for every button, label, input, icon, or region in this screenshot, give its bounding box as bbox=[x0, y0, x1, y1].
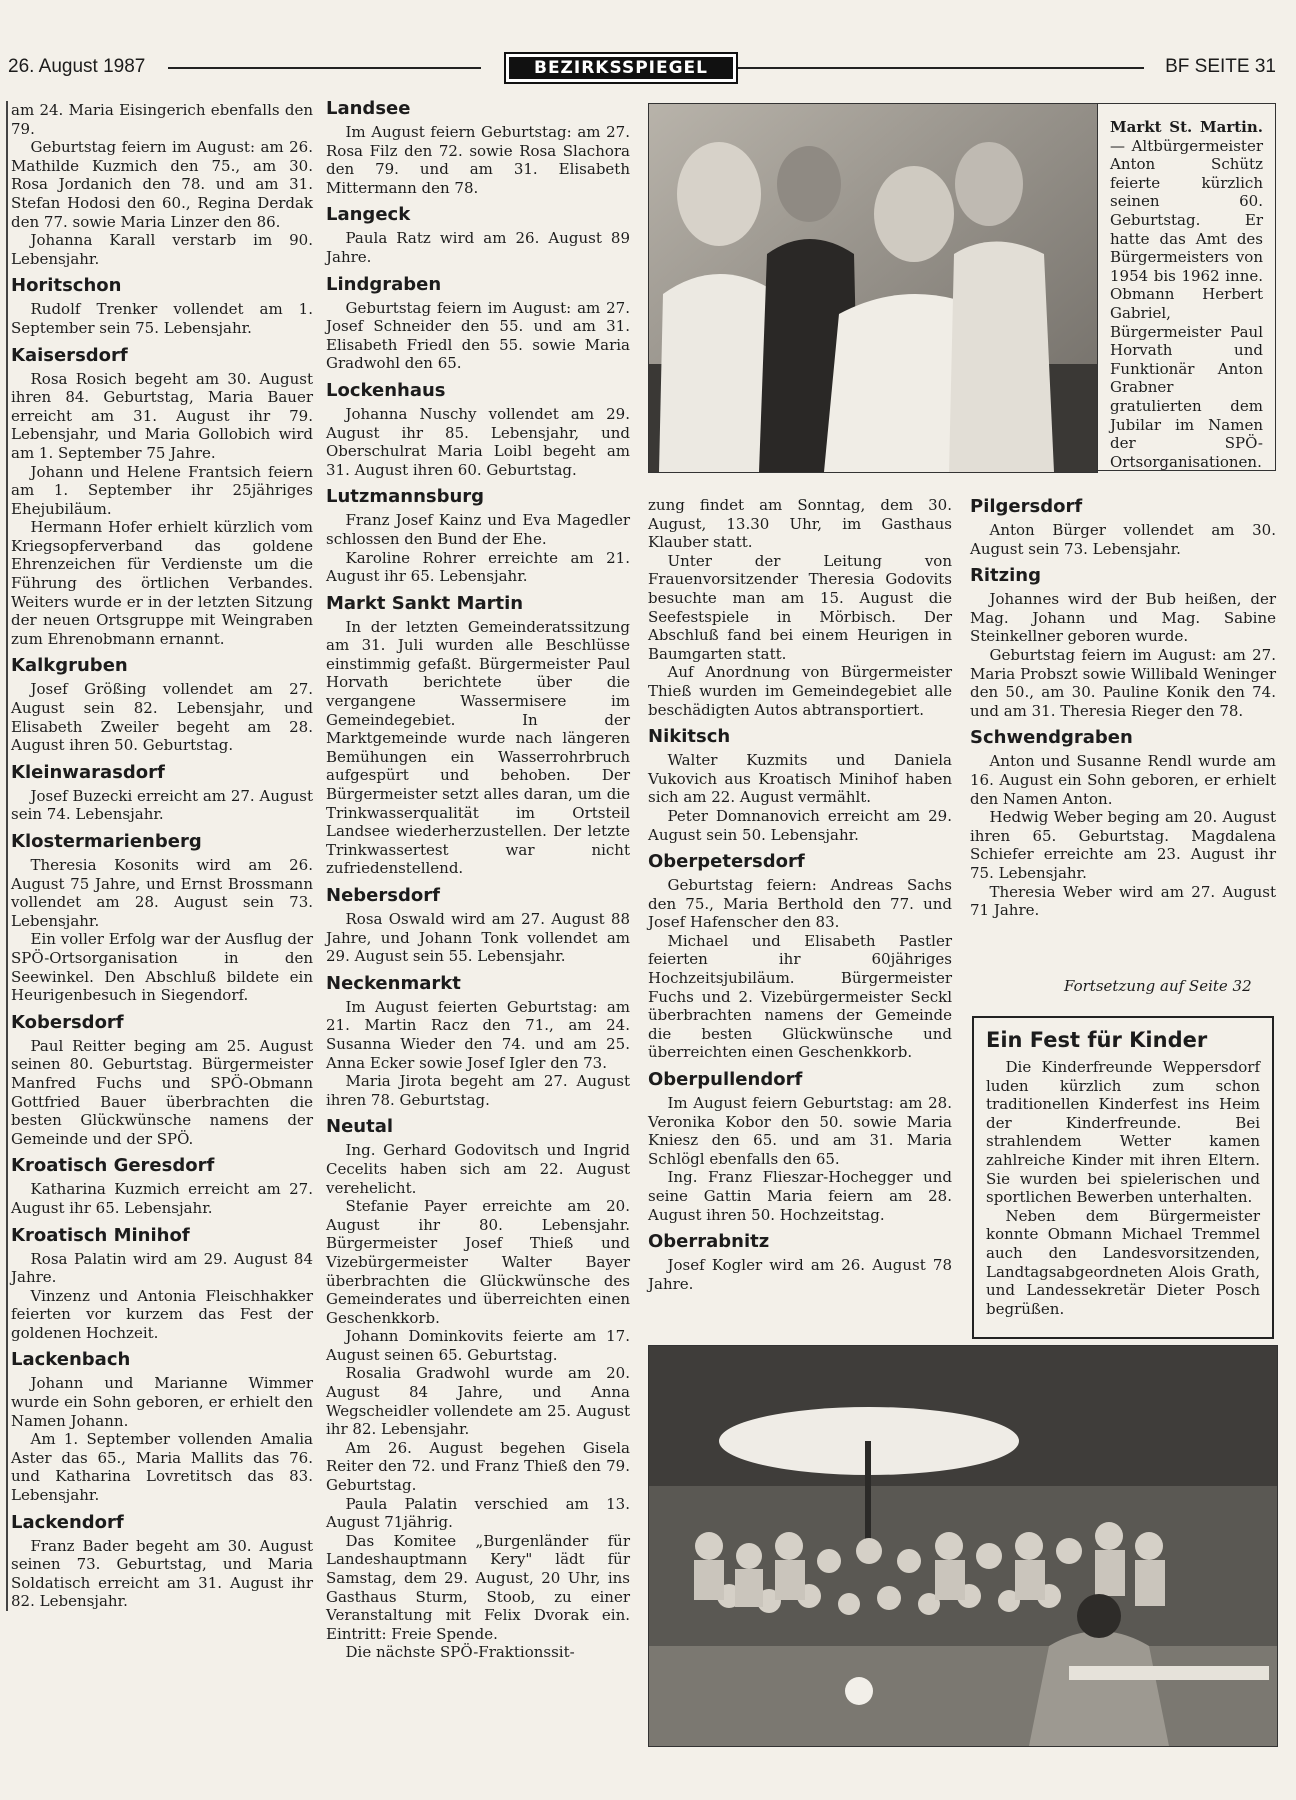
column-4 bbox=[970, 496, 1276, 920]
article-paragraph: Katharina Kuzmich erreicht am 27. August ihr 65. Lebensjahr. bbox=[11, 1180, 313, 1217]
article-paragraph: Vinzenz und Antonia Fleischhakker feierten vor kurzem das Fest der goldenen Hochzeit. bbox=[11, 1286, 313, 1342]
section-title-kaisersdorf: Kaisersdorf bbox=[11, 344, 128, 366]
article-paragraph: In der letzten Gemeinderatssitzung am 31. Juli wurden alle Beschlüsse einstimmig gefaßt. Bürgermeister Paul Horvath berichtete über die vergangene Wassermisere im Gemeindegebiet. In der Marktgemeinde wurde nach längeren Bemühungen ein Wasserrohrbruch aufgespürt und behoben. Der Bürgermeister setzt alles daran, um die Trinkwasserqualität im Ortsteil Landsee wiederherzustellen. Der letzte Trinkwassertest war nicht zufriedenstellend. bbox=[326, 617, 630, 878]
section-title-nikitsch: Nikitsch bbox=[648, 726, 731, 748]
section-title-lackenbach: Lackenbach bbox=[11, 1349, 131, 1371]
fest-title: Ein Fest für Kinder bbox=[986, 1028, 1208, 1052]
article-paragraph: Walter Kuzmits und Daniela Vukovich aus Kroatisch Minihof haben sich am 22. August vermählt. bbox=[648, 751, 952, 807]
section-title-kroatischminihof: Kroatisch Minihof bbox=[11, 1224, 190, 1246]
article-paragraph: Theresia Weber wird am 27. August 71 Jahre. bbox=[970, 882, 1276, 920]
article-paragraph: Johann und Helene Frantsich feiern am 1. September ihr 25jähriges Ehejubiläum. bbox=[11, 462, 313, 518]
column-1 bbox=[6, 101, 313, 1611]
article-paragraph: Ing. Franz Flieszar-Hochegger und seine Gattin Maria feiern am 28. August ihren 50. Hochzeitstag. bbox=[648, 1168, 952, 1224]
section-title-kobersdorf: Kobersdorf bbox=[11, 1011, 124, 1033]
article-paragraph: Josef Buzecki erreicht am 27. August sein 74. Lebensjahr. bbox=[11, 786, 313, 824]
article-paragraph: Rudolf Trenker vollendet am 1. September sein 75. Lebensjahr. bbox=[11, 300, 313, 337]
section-title-marktsanktmartin: Markt Sankt Martin bbox=[326, 592, 524, 614]
article-paragraph: Rosa Rosich begeht am 30. August ihren 84. Geburtstag, Maria Bauer erreicht am 31. August ihr 79. Lebensjahr, und Maria Gollobich wird am 1. September 75 Jahre. bbox=[11, 369, 313, 462]
article-paragraph: Geburtstag feiern im August: am 26. Mathilde Kuzmich den 75., am 30. Rosa Jordanich den 78. und am 31. Stefan Hodosi den 60., Regina Derdak den 77. sowie Maria Linzer den 86. bbox=[11, 138, 313, 231]
article-paragraph: Rosalia Gradwohl wurde am 20. August 84 Jahre, und Anna Wegscheidler vollendete am 25. August ihr 82. Lebensjahr. bbox=[326, 1364, 630, 1439]
page-number: BF SEITE 31 bbox=[1165, 56, 1276, 77]
section-title-ritzing: Ritzing bbox=[970, 565, 1041, 587]
article-paragraph: Michael und Elisabeth Pastler feierten ihr 60jähriges Hochzeitsjubiläum. Bürgermeister Fuchs und 2. Vizebürgermeister Seckl überbrachten namens der Gemeinde die besten Glückwünsche und überreichten einen Geschenkkorb. bbox=[648, 931, 952, 1062]
section-title-oberpullendorf: Oberpullendorf bbox=[648, 1069, 803, 1091]
caption-text: — Altbürgermeister Anton Schütz feierte kürzlich seinen 60. Geburtstag. Er hatte das Amt des Bürgermeisters von 1954 bis 1962 inne. Obmann Herbert Gabriel, Bürgermeister Paul Horvath und Funktionär Anton Grabner gratulierten dem Jubilar im Namen der SPÖ-Ortsorganisationen. bbox=[1110, 136, 1263, 471]
article-paragraph: Geburtstag feiern im August: am 27. Maria Probszt sowie Willibald Weninger den 50., am 30. Pauline Konik den 74. und am 31. Theresia Rieger den 78. bbox=[970, 645, 1276, 720]
section-title-oberpetersdorf: Oberpetersdorf bbox=[648, 851, 805, 873]
article-paragraph: Anton und Susanne Rendl wurde am 16. August ein Sohn geboren, er erhielt den Namen Anton. bbox=[970, 752, 1276, 808]
section-title-lindgraben: Lindgraben bbox=[326, 273, 442, 295]
article-paragraph: Im August feierten Geburtstag: am 21. Martin Racz den 71., am 24. Susanna Wieder den 74. und am 25. Anna Ecker sowie Josef Igler den 73. bbox=[326, 997, 630, 1072]
article-paragraph: Paula Palatin verschied am 13. August 71jährig. bbox=[326, 1494, 630, 1532]
column-2 bbox=[326, 98, 630, 1662]
article-paragraph: Ing. Gerhard Godovitsch und Ingrid Cecelits haben sich am 22. August verehelicht. bbox=[326, 1141, 630, 1197]
article-paragraph: Johanna Nuschy vollendet am 29. August ihr 85. Lebensjahr, und Oberschulrat Maria Loibl begeht am 31. August ihren 60. Geburtstag. bbox=[326, 404, 630, 479]
article-paragraph: Am 26. August begehen Gisela Reiter den 72. und Franz Thieß den 79. Geburtstag. bbox=[326, 1438, 630, 1495]
article-paragraph: Anton Bürger vollendet am 30. August sein 73. Lebensjahr. bbox=[970, 521, 1276, 558]
section-title-klostermarienberg: Klostermarienberg bbox=[11, 831, 202, 852]
section-title-lutzmannsburg: Lutzmannsburg bbox=[326, 486, 485, 508]
article-paragraph: Im August feiern Geburtstag: am 28. Veronika Kobor den 50. sowie Maria Kniesz den 65. und am 31. Maria Schlögl ebenfalls den 65. bbox=[648, 1094, 952, 1168]
article-paragraph: Am 1. September vollenden Amalia Aster das 65., Maria Mallits das 76. und Katharina Lovretitsch das 83. Lebensjahr. bbox=[11, 1430, 313, 1505]
article-paragraph: Maria Jirota begeht am 27. August ihren 78. Geburtstag. bbox=[326, 1072, 630, 1109]
section-title-neutal: Neutal bbox=[326, 1116, 394, 1138]
section-title-oberrabnitz: Oberrabnitz bbox=[648, 1231, 770, 1253]
article-paragraph: Auf Anordnung von Bürgermeister Thieß wurden im Gemeindegebiet alle beschädigten Autos abtransportiert. bbox=[648, 663, 952, 719]
column-3 bbox=[648, 496, 952, 1293]
fest-paragraph: Die Kinderfreunde Weppersdorf luden kürzlich zum schon traditionellen Kinderfest ins Heim der Kinderfreunde. Bei strahlendem Wetter kamen zahlreiche Kinder mit ihren Eltern. Sie wurden bei spielerischen und sportlichen Bewerben unterhalten. bbox=[986, 1058, 1260, 1207]
article-paragraph: Die nächste SPÖ-Fraktionssit- bbox=[345, 1643, 575, 1662]
article-paragraph: Johann Dominkovits feierte am 17. August seinen 65. Geburtstag. bbox=[326, 1327, 630, 1364]
article-paragraph: Johann und Marianne Wimmer wurde ein Sohn geboren, er erhielt den Namen Johann. bbox=[11, 1374, 313, 1430]
section-title-kroatischgeresdorf: Kroatisch Geresdorf bbox=[11, 1155, 215, 1177]
fest-box bbox=[972, 1016, 1274, 1339]
article-paragraph: Rosa Oswald wird am 27. August 88 Jahre, und Johann Tonk vollendet am 29. August sein 55. Lebensjahr. bbox=[326, 910, 630, 966]
section-title-nebersdorf: Nebersdorf bbox=[326, 885, 440, 906]
article-paragraph: Josef Kogler wird am 26. August 78 Jahre. bbox=[648, 1256, 952, 1293]
section-title-lackendorf: Lackendorf bbox=[11, 1511, 124, 1533]
article-paragraph: Theresia Kosonits wird am 26. August 75 Jahre, und Ernst Brossmann vollendet am 28. August sein 73. Lebensjahr. bbox=[11, 856, 313, 930]
article-paragraph: Stefanie Payer erreichte am 20. August ihr 80. Lebensjahr. Bürgermeister Josef Thieß und Vizebürgermeister Walter Bayer überbrachten die Glückwünsche des Gemeinderates und überreichten einen Geschenkkorb. bbox=[326, 1197, 630, 1327]
article-paragraph: Unter der Leitung von Frauenvorsitzender Theresia Godovits besuchte man am 15. August die Seefestspiele in Mörbisch. Der Abschluß fand bei einem Heurigen in Baumgarten statt. bbox=[648, 551, 952, 663]
fest-paragraph: Neben dem Bürgermeister konnte Obmann Michael Tremmel auch den Landesvorsitzenden, Landtagsabgeordneten Alois Grath, und Landessekretär Dieter Posch begrüßen. bbox=[986, 1206, 1260, 1318]
article-paragraph: Geburtstag feiern im August: am 27. Josef Schneider den 55. und am 31. Elisabeth Friedl den 55. sowie Maria Gradwohl den 65. bbox=[326, 298, 630, 373]
section-title-kleinwarasdorf: Kleinwarasdorf bbox=[11, 761, 165, 783]
section-title-langeck: Langeck bbox=[326, 204, 411, 226]
caption-lead: Markt St. Martin. bbox=[1110, 118, 1263, 136]
article-paragraph: Franz Josef Kainz und Eva Magedler schlossen den Bund der Ehe. bbox=[326, 511, 630, 548]
section-title-neckenmarkt: Neckenmarkt bbox=[326, 972, 461, 994]
article-paragraph: Hermann Hofer erhielt kürzlich vom Kriegsopferverband das goldene Ehrenzeichen für Verdienste um die Führung des örtlichen Verbandes. Weiters wurde er in der letzten Sitzung der neuen Ortsgruppe mit Weingraben zum Ehrenobmann ernannt. bbox=[11, 518, 313, 648]
article-paragraph: Karoline Rohrer erreichte am 21. August ihr 65. Lebensjahr. bbox=[326, 548, 630, 586]
article-paragraph: zung findet am Sonntag, dem 30. August, 13.30 Uhr, im Gasthaus Klauber statt. bbox=[648, 496, 952, 552]
article-paragraph: Hedwig Weber beging am 20. August ihren 65. Geburtstag. Magdalena Schiefer erreichte am 23. August ihr 75. Lebensjahr. bbox=[970, 808, 1276, 882]
photo-jubilar-group bbox=[648, 103, 1098, 473]
section-title-landsee: Landsee bbox=[326, 98, 411, 119]
section-title-kalkgruben: Kalkgruben bbox=[11, 655, 128, 677]
article-paragraph: Ein voller Erfolg war der Ausflug der SPÖ-Ortsorganisation in den Seewinkel. Den Abschluß bildete ein Heurigenbesuch in Siegendorf. bbox=[11, 930, 313, 1005]
article-paragraph: Paula Ratz wird am 26. August 89 Jahre. bbox=[326, 229, 630, 266]
article-paragraph: am 24. Maria Eisingerich ebenfalls den 79. bbox=[11, 101, 313, 138]
header-rule-left bbox=[168, 67, 481, 69]
article-paragraph: Paul Reitter beging am 25. August seinen 80. Geburtstag. Bürgermeister Manfred Fuchs und SPÖ-Obmann Gottfried Bauer überbrachten die besten Glückwünsche namens der Gemeinde und der SPÖ. bbox=[11, 1036, 313, 1148]
article-paragraph: Josef Größing vollendet am 27. August sein 82. Lebensjahr, und Elisabeth Zweiler begeht am 28. August ihren 50. Geburtstag. bbox=[11, 680, 313, 755]
issue-date: 26. August 1987 bbox=[8, 56, 146, 77]
article-paragraph: Peter Domnanovich erreicht am 29. August sein 50. Lebensjahr. bbox=[648, 806, 952, 844]
article-paragraph: Geburtstag feiern: Andreas Sachs den 75., Maria Berthold den 77. und Josef Hafenscher den 83. bbox=[648, 876, 952, 932]
article-paragraph: Johanna Karall verstarb im 90. Lebensjahr. bbox=[11, 231, 313, 268]
photo-kinderfest bbox=[648, 1345, 1278, 1747]
article-paragraph: Im August feiern Geburtstag: am 27. Rosa Filz den 72. sowie Rosa Slachora den 79. und am 31. Elisabeth Mittermann den 78. bbox=[326, 123, 630, 197]
article-paragraph: Rosa Palatin wird am 29. August 84 Jahre. bbox=[11, 1249, 313, 1287]
section-title-schwendgraben: Schwendgraben bbox=[970, 727, 1133, 749]
section-title-horitschon: Horitschon bbox=[11, 275, 122, 297]
section-title-pilgersdorf: Pilgersdorf bbox=[970, 496, 1083, 517]
photo-caption bbox=[1096, 103, 1276, 471]
section-label bbox=[504, 52, 738, 84]
article-paragraph: Das Komitee „Burgenländer für Landeshauptmann Kery" lädt für Samstag, dem 29. August, 20 Uhr, ins Gasthaus Sturm, Stoob, zu einer Veranstaltung mit Felix Dvorak ein. Eintritt: Freie Spende. bbox=[326, 1531, 630, 1643]
article-paragraph: Johannes wird der Bub heißen, der Mag. Johann und Mag. Sabine Steinkellner geboren wurde. bbox=[970, 590, 1276, 646]
section-title-lockenhaus: Lockenhaus bbox=[326, 379, 446, 401]
page-header bbox=[0, 48, 1296, 88]
header-rule-right bbox=[738, 67, 1144, 69]
section-label-text: BEZIRKSSPIEGEL bbox=[509, 57, 733, 79]
continuation-note: Fortsetzung auf Seite 32 bbox=[1064, 977, 1252, 995]
article-paragraph: Franz Bader begeht am 30. August seinen 73. Geburtstag, und Maria Soldatisch erreicht am 31. August ihr 82. Lebensjahr. bbox=[11, 1536, 313, 1611]
